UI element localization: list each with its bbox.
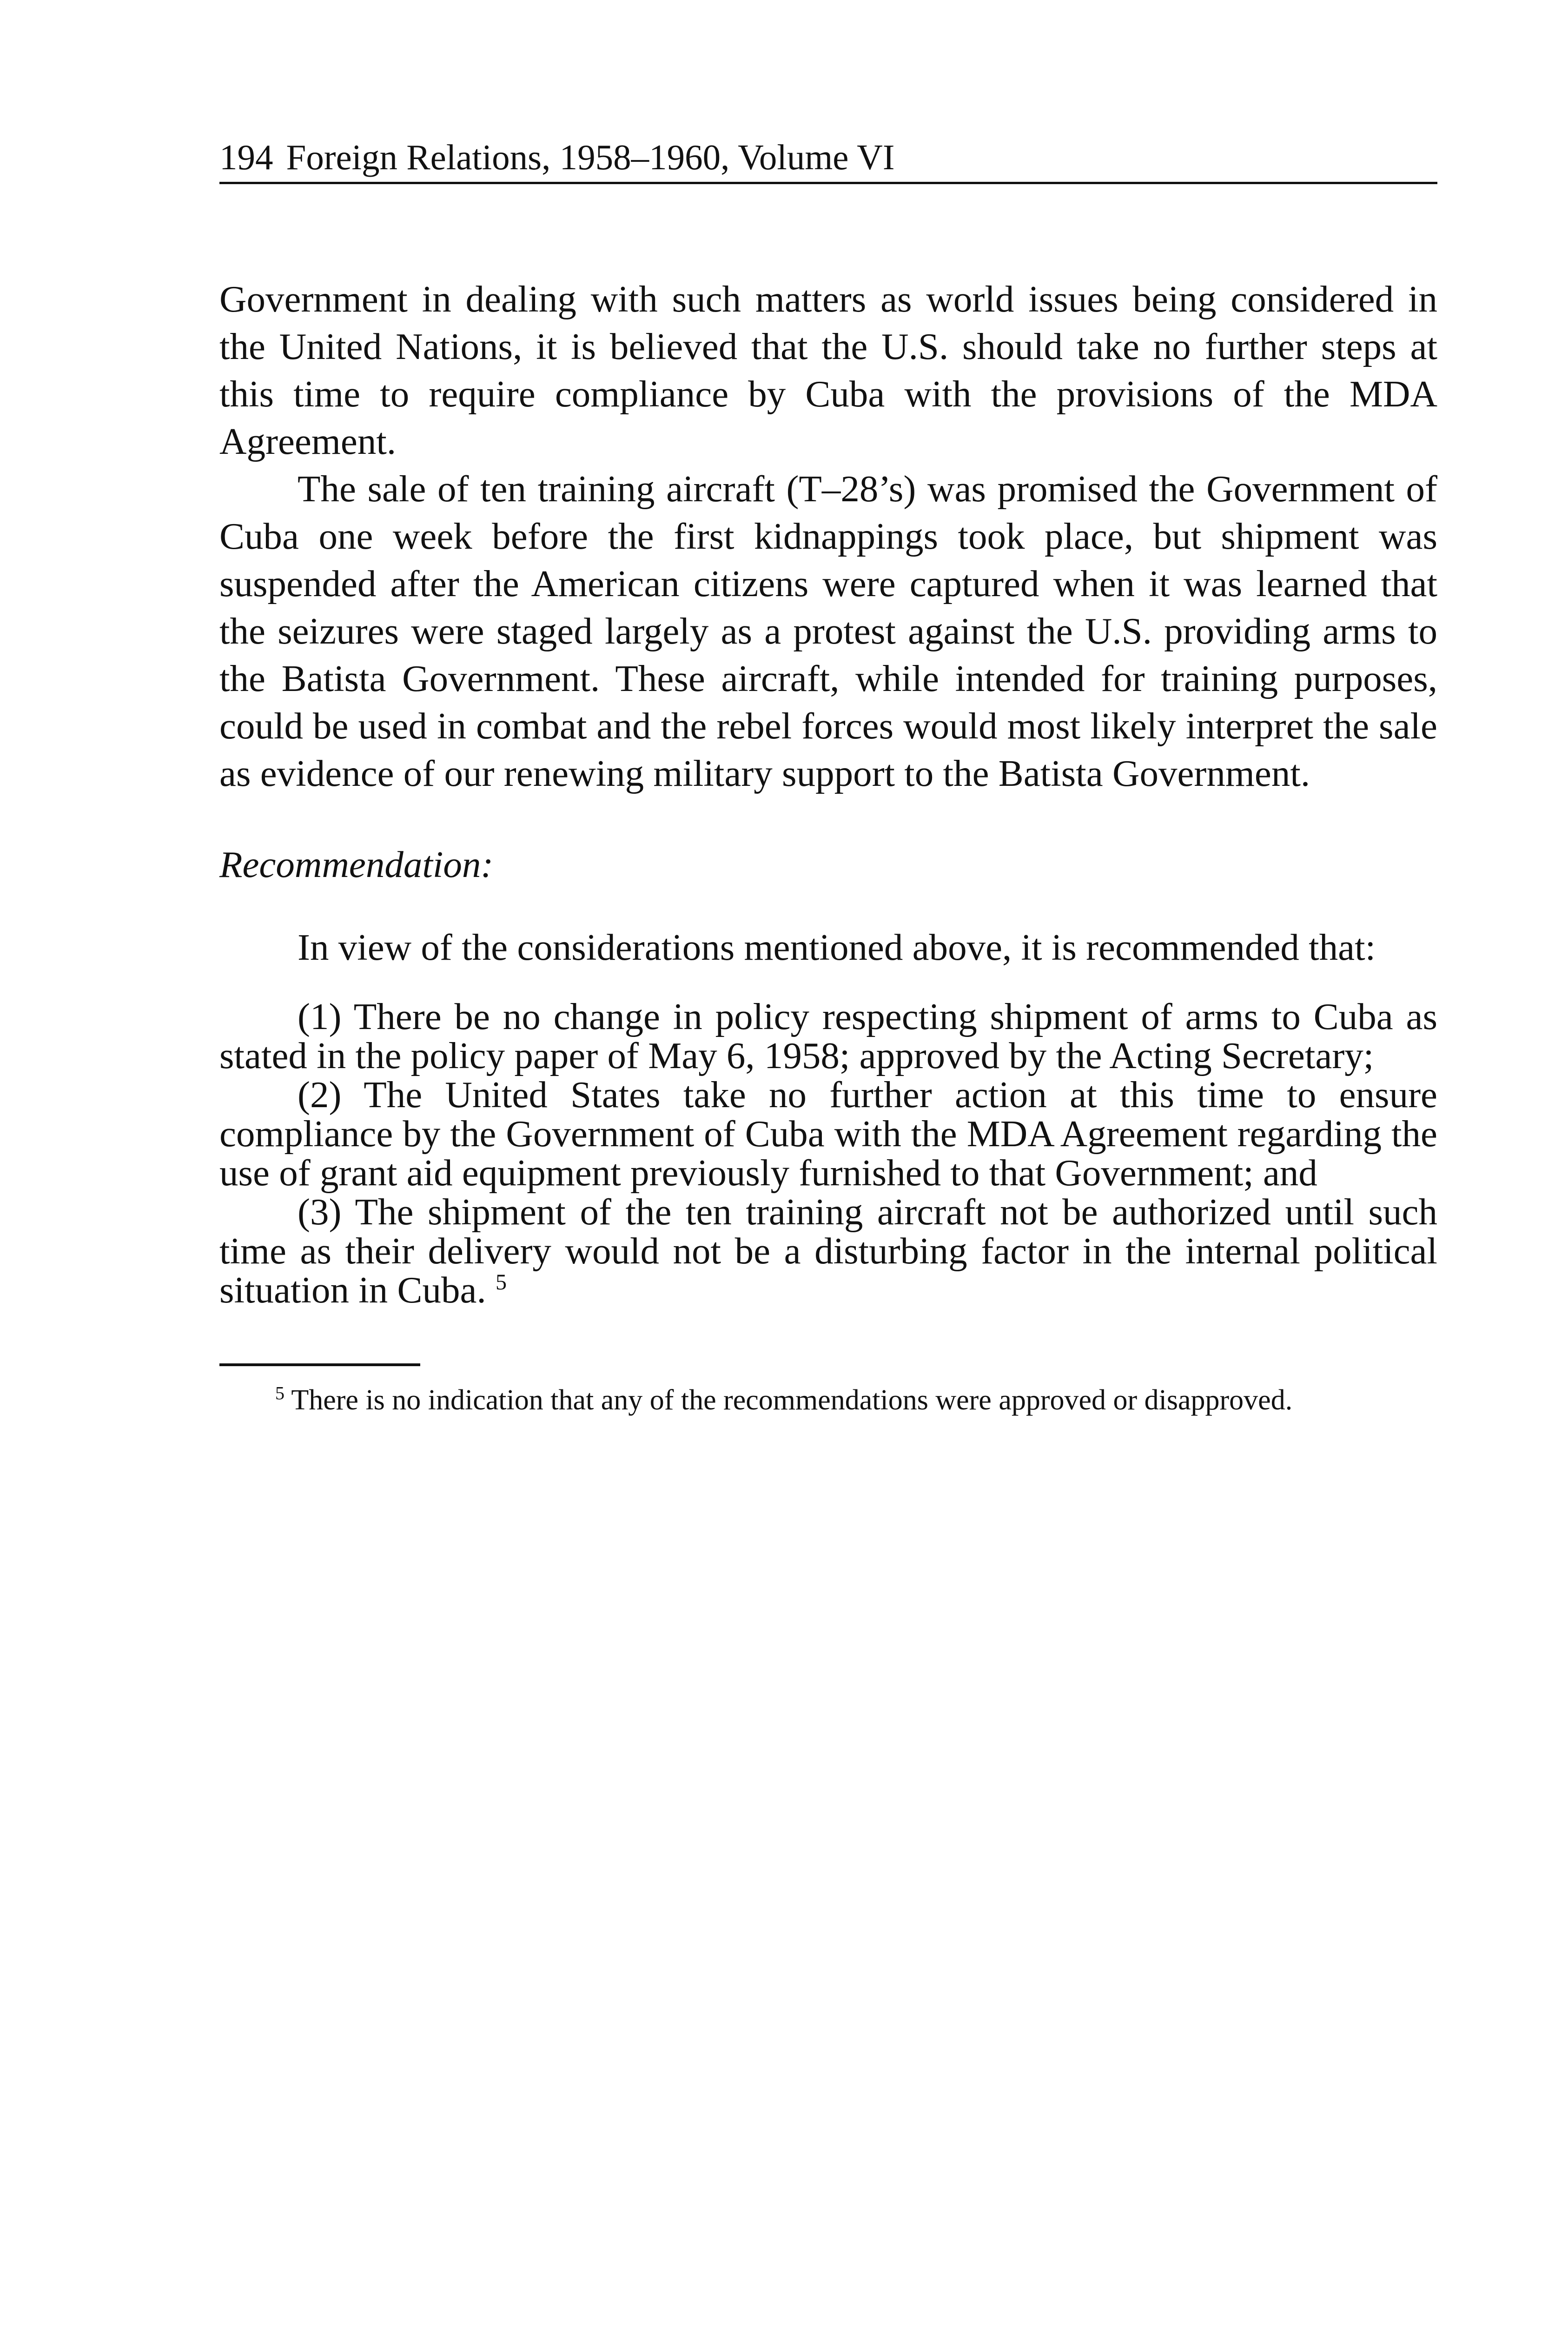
document-page — [219, 137, 1437, 1448]
recommendation-heading: Recommendation: — [219, 844, 494, 885]
page-number: 194 — [219, 137, 273, 177]
footnote — [219, 1381, 1437, 1419]
footnote-reference[interactable]: 5 — [495, 1270, 507, 1295]
recommendation-item-2: (2) The United States take no further action at this time to ensure compliance by the Government of Cuba with the MDA Agreement regarding the use of grant aid equipment previously furnished to that Government; and — [219, 1074, 1437, 1194]
recommendation-intro: In view of the considerations mentioned above, it is recommended that: — [298, 926, 1376, 968]
recommendation-item-1: (1) There be no change in policy respecting shipment of arms to Cuba as stated in the policy paper of May 6, 1958; approved by the Acting Secretary; — [219, 996, 1437, 1076]
body-text — [219, 275, 1437, 1309]
recommendation-item-3 — [219, 1192, 1437, 1309]
footnote-text: There is no indication that any of the recommendations were approved or disapproved. — [291, 1384, 1293, 1416]
recommendation-list — [219, 997, 1437, 1309]
running-title: Foreign Relations, 1958–1960, Volume VI — [286, 137, 895, 177]
running-header — [219, 137, 1437, 184]
paragraph-aircraft-sale: The sale of ten training aircraft (T–28’s) was promised the Government of Cuba one week before the first kidnappings took place, but shipment was suspended after the American citizens were captured when it was learned that the seizures were staged largely as a protest against the U.S. providing arms to the Batista Government. These aircraft, while intended for training purposes, could be used in combat and the rebel forces would most likely interpret the sale as evidence of our renewing military support to the Batista Government. — [219, 468, 1437, 794]
footnote-number: 5 — [275, 1382, 284, 1404]
paragraph-continuation: Government in dealing with such matters as world issues being considered in the United Nations, it is believed that the U.S. should take no further steps at this time to require compliance by Cuba with the provisions of the MDA Agreement. — [219, 278, 1437, 462]
recommendation-item-3-text: (3) The shipment of the ten training aircraft not be authorized until such time as their delivery would not be a disturbing factor in the internal political situation in Cuba. — [219, 1191, 1437, 1311]
footnote-divider — [219, 1363, 420, 1366]
